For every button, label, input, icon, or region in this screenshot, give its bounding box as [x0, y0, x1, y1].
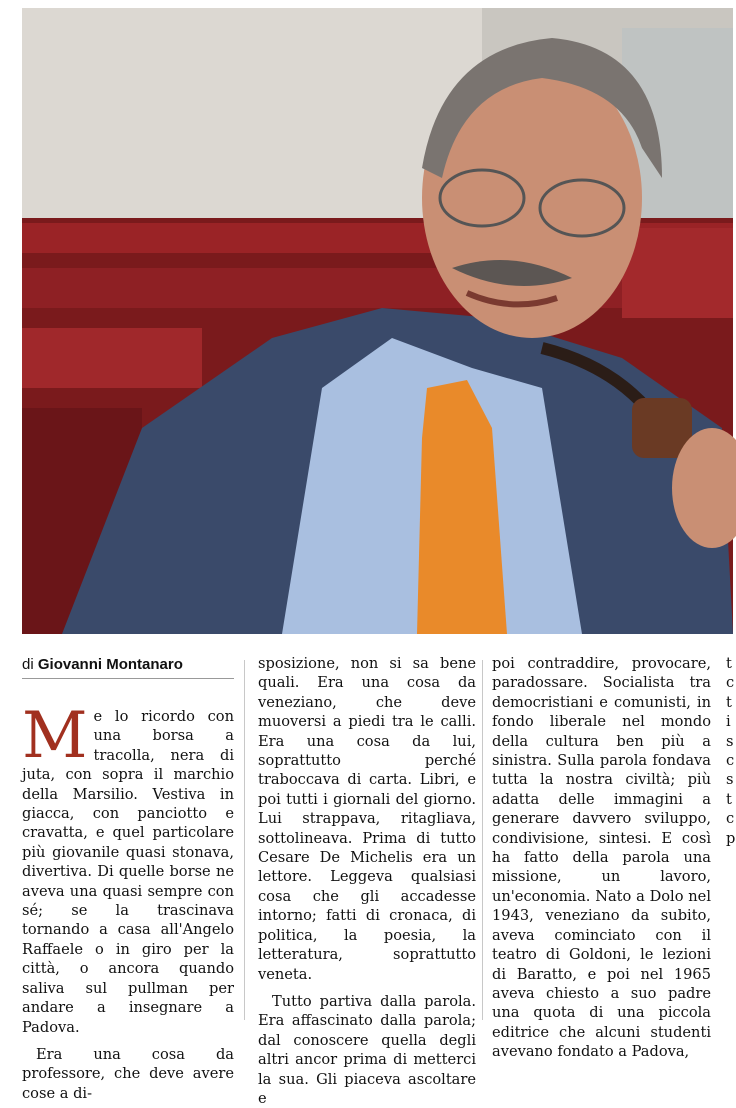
byline — [22, 654, 234, 679]
portrait-photo — [22, 8, 733, 634]
byline-author: Giovanni Montanaro — [37, 656, 183, 673]
column-3 — [492, 654, 711, 1062]
column-divider — [482, 660, 483, 1020]
column-1 — [22, 654, 234, 1103]
byline-prefix: di — [22, 656, 34, 673]
column-divider — [244, 660, 245, 1020]
column-4-cropped — [726, 654, 736, 848]
article-text: e lo ricordo con una borsa a tracolla, nera di juta, con sopra il marchio della Marsilio. Vestiva in giacca, con panciotto e cravatta, e quel particolare più giovanile quasi stonava, divertiva. Di quelle borse ne aveva una quasi sempre con sé; se la trascinava tornando a casa all'Angelo Raffaele o in giro per la città, o ancora quando saliva sul pullman per andare a insegnare a Padova. — [22, 708, 234, 1036]
article-paragraph: poi contraddire, provocare, paradossare. Socialista tra democristiani e comunisti, in fondo liberale nel mondo della cultura ben più a sinistra. Sulla parola fondava tutta la nostra civiltà; più adatta delle immagini a generare davvero sviluppo, condivisione, sintesi. E così ha fatto della parola una missione, un lavoro, un'economia. Nato a Dolo nel 1943, veneziano da subito, aveva cominciato con il teatro di Goldoni, le lezioni di Baratto, e poi nel 1965 aveva chiesto a suo padre una quota di una piccola editrice che alcuni studenti avevano fondato a Padova, — [492, 655, 711, 1061]
drop-cap: M — [22, 699, 88, 773]
column-2 — [258, 654, 476, 1108]
article-paragraph: sposizione, non si sa bene quali. Era una cosa da veneziano, che deve muoversi a piedi tra le calli. Era una cosa da lui, soprattutto perché traboccava di carta. Libri, e poi tutti i giornali del giorno. Lui strappava, ritagliava, sottolineava. Prima di tutto Cesare De Michelis era un lettore. Leggeva qualsiasi cosa che gli accadesse intorno; fatti di cronaca, di politica, la poesia, la letteratura, soprattutto veneta. — [258, 655, 476, 983]
article-paragraph: Era una cosa da professore, che deve avere cose a di- — [22, 1045, 234, 1102]
article-paragraph — [22, 699, 234, 1037]
article-paragraph: Tutto partiva dalla parola. Era affascinato dalla parola; dal conoscere quella degli altri ancor prima di metterci la sua. Gli piaceva ascoltare e — [258, 992, 476, 1107]
article-paragraph: t c t i s c s t c p — [726, 655, 736, 847]
